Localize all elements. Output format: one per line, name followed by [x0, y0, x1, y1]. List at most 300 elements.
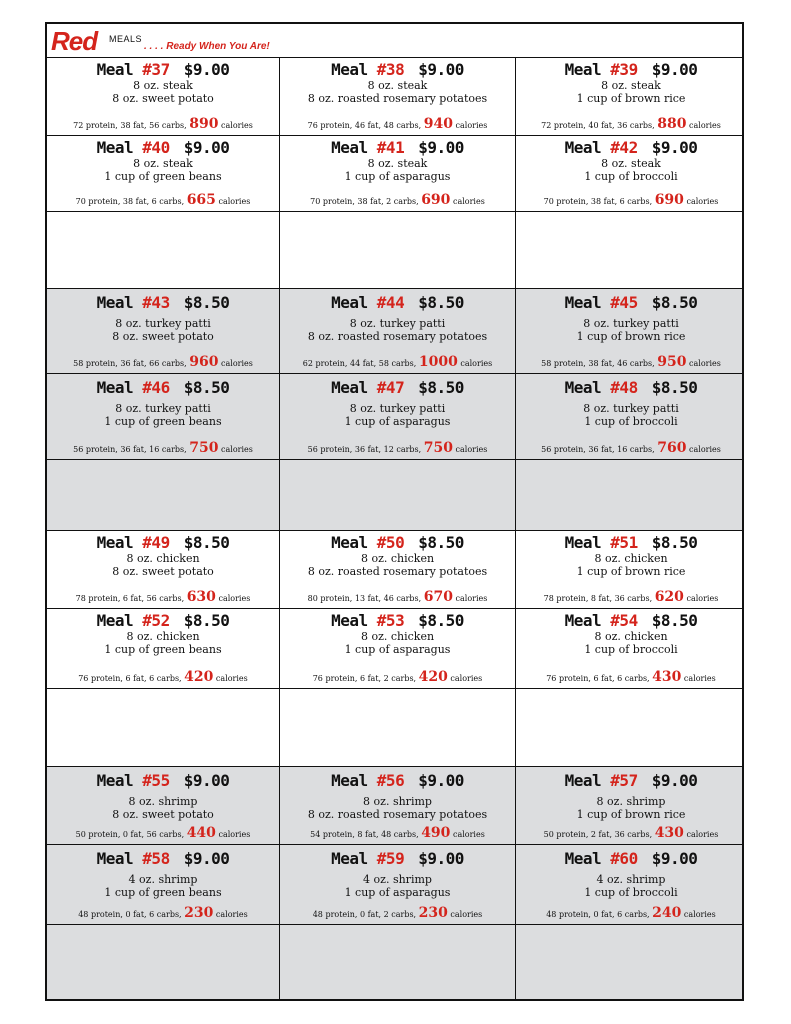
meal-row [47, 289, 742, 374]
calories-word: calories [218, 830, 251, 839]
meal-side: 1 cup of brown rice [576, 808, 686, 821]
meal-contents [516, 873, 746, 899]
meal-number: #37 [142, 60, 170, 79]
macro-text: 56 protein, 36 fat, 16 carbs, [541, 445, 655, 454]
meal-price: $8.50 [418, 378, 464, 397]
calorie-count: 670 [423, 589, 453, 605]
meal-macros [516, 589, 746, 605]
meal-number: #58 [142, 849, 170, 868]
meal-contents [516, 317, 746, 343]
calories-word: calories [689, 121, 721, 130]
meal-word: Meal [564, 849, 602, 868]
meal-protein: 8 oz. turkey patti [349, 402, 446, 415]
meal-macros [280, 589, 515, 605]
meal-price: $8.50 [651, 293, 698, 312]
meal-protein: 8 oz. turkey patti [349, 317, 446, 330]
menu-sheet [45, 22, 744, 1001]
meal-protein: 4 oz. shrimp [596, 873, 666, 886]
blank-row [47, 212, 742, 289]
meal-contents [280, 79, 515, 105]
logo-meals: MEALS [109, 34, 143, 44]
meal-card [280, 58, 516, 135]
meal-protein: 8 oz. steak [367, 157, 428, 170]
meal-word: Meal [96, 293, 134, 312]
macro-text: 56 protein, 36 fat, 12 carbs, [307, 445, 422, 454]
meal-card [516, 58, 746, 135]
meal-macros [47, 669, 279, 685]
macro-text: 70 protein, 38 fat, 6 carbs, [543, 197, 653, 206]
meal-contents [516, 795, 746, 821]
calories-word: calories [460, 359, 493, 368]
calories-word: calories [450, 674, 483, 683]
meal-price: $8.50 [651, 378, 698, 397]
meal-macros [280, 116, 515, 132]
blank-cell [47, 689, 280, 766]
meal-word: Meal [96, 533, 134, 552]
meal-group-2 [47, 289, 742, 531]
meal-number: #55 [142, 771, 170, 790]
blank-cell [47, 460, 280, 530]
meal-side: 1 cup of asparagus [344, 415, 451, 428]
meal-price: $9.00 [651, 60, 698, 79]
calorie-count: 440 [186, 825, 216, 841]
calorie-count: 760 [657, 440, 687, 456]
meal-title [280, 60, 515, 79]
meal-protein: 8 oz. shrimp [363, 795, 432, 808]
meal-word: Meal [564, 771, 602, 790]
meal-macros [280, 825, 515, 841]
blank-cell [280, 925, 516, 999]
meal-contents [280, 157, 515, 183]
meal-price: $8.50 [183, 378, 230, 397]
calories-word: calories [215, 674, 248, 683]
meal-protein: 8 oz. chicken [360, 630, 435, 643]
meal-protein: 8 oz. steak [133, 79, 193, 92]
meal-card [280, 531, 516, 608]
macro-text: 50 protein, 0 fat, 56 carbs, [75, 830, 185, 839]
calorie-count: 620 [654, 589, 684, 605]
meal-card [280, 289, 516, 373]
meal-protein: 4 oz. shrimp [363, 873, 432, 886]
blank-row [47, 925, 742, 1000]
calorie-count: 430 [652, 669, 682, 685]
meal-macros [280, 905, 515, 921]
meal-macros [47, 192, 279, 208]
macro-text: 78 protein, 6 fat, 56 carbs, [75, 594, 185, 603]
meal-side: 1 cup of broccoli [584, 643, 678, 656]
calories-word: calories [683, 674, 716, 683]
calorie-count: 940 [423, 116, 453, 132]
meal-side: 1 cup of asparagus [344, 170, 451, 183]
calories-word: calories [455, 594, 488, 603]
meal-protein: 8 oz. chicken [126, 630, 200, 643]
meal-contents [516, 552, 746, 578]
meal-word: Meal [564, 378, 602, 397]
meal-side: 1 cup of green beans [104, 886, 222, 899]
meal-macros [280, 669, 515, 685]
meal-card [47, 136, 280, 211]
blank-cell [280, 212, 516, 288]
macro-text: 80 protein, 13 fat, 46 carbs, [307, 594, 422, 603]
meal-card [516, 136, 746, 211]
meal-number: #50 [376, 533, 405, 552]
calories-word: calories [221, 445, 253, 454]
meal-word: Meal [564, 293, 602, 312]
meal-protein: 8 oz. steak [133, 157, 193, 170]
meal-card [47, 531, 280, 608]
meal-macros [280, 440, 515, 456]
meal-number: #40 [142, 138, 170, 157]
calorie-count: 960 [189, 354, 219, 370]
meal-contents [280, 795, 515, 821]
meal-side: 1 cup of asparagus [344, 643, 451, 656]
meal-row [47, 767, 742, 845]
meal-side: 1 cup of green beans [104, 170, 222, 183]
meal-price: $9.00 [183, 60, 230, 79]
meal-number: #57 [610, 771, 638, 790]
meal-card [280, 845, 516, 924]
meal-word: Meal [96, 849, 134, 868]
meal-protein: 8 oz. turkey patti [115, 317, 211, 330]
macro-text: 78 protein, 8 fat, 36 carbs, [543, 594, 653, 603]
meal-macros [516, 825, 746, 841]
meal-protein: 8 oz. shrimp [596, 795, 666, 808]
meal-group-1 [47, 58, 742, 289]
meal-word: Meal [331, 60, 368, 79]
meal-contents [47, 79, 279, 105]
meal-side: 1 cup of brown rice [576, 92, 686, 105]
meal-protein: 8 oz. steak [367, 79, 428, 92]
meal-contents [47, 630, 279, 656]
meal-title [280, 533, 515, 552]
meal-contents [516, 157, 746, 183]
meal-card [47, 767, 280, 844]
meal-word: Meal [564, 138, 602, 157]
calories-word: calories [450, 910, 483, 919]
meal-price: $9.00 [418, 138, 464, 157]
meal-word: Meal [331, 293, 368, 312]
macro-text: 70 protein, 38 fat, 6 carbs, [75, 197, 185, 206]
macro-text: 62 protein, 44 fat, 58 carbs, [302, 359, 417, 368]
meal-protein: 8 oz. chicken [360, 552, 435, 565]
macro-text: 48 protein, 0 fat, 2 carbs, [312, 910, 417, 919]
calorie-count: 750 [189, 440, 219, 456]
meal-title [516, 378, 746, 397]
macro-text: 56 protein, 36 fat, 16 carbs, [73, 445, 187, 454]
meal-price: $8.50 [418, 293, 464, 312]
meal-macros [47, 825, 279, 841]
calories-word: calories [218, 594, 251, 603]
meal-title [516, 60, 746, 79]
calorie-count: 420 [418, 669, 448, 685]
meal-word: Meal [331, 611, 368, 630]
meal-card [280, 767, 516, 844]
meal-contents [47, 552, 279, 578]
meal-word: Meal [96, 378, 134, 397]
meal-price: $9.00 [183, 771, 230, 790]
meal-price: $8.50 [418, 611, 464, 630]
calorie-count: 420 [184, 669, 214, 685]
meal-number: #39 [610, 60, 638, 79]
meal-word: Meal [96, 60, 134, 79]
meal-price: $8.50 [651, 611, 698, 630]
calories-word: calories [455, 121, 488, 130]
meal-macros [516, 905, 746, 921]
meal-title [516, 611, 746, 630]
meal-card [516, 289, 746, 373]
meal-price: $8.50 [183, 533, 230, 552]
meal-macros [47, 589, 279, 605]
calorie-count: 950 [657, 354, 687, 370]
meal-title [47, 138, 279, 157]
meal-number: #45 [610, 293, 638, 312]
macro-text: 70 protein, 38 fat, 2 carbs, [310, 197, 419, 206]
meal-number: #49 [142, 533, 170, 552]
calories-word: calories [215, 910, 248, 919]
meal-group-3 [47, 531, 742, 767]
calories-word: calories [683, 910, 716, 919]
meal-contents [280, 317, 515, 343]
meal-side: 8 oz. sweet potato [112, 808, 214, 821]
calorie-count: 690 [421, 192, 451, 208]
blank-row [47, 460, 742, 531]
meal-protein: 8 oz. shrimp [128, 795, 198, 808]
meal-side: 8 oz. roasted rosemary potatoes [307, 92, 488, 105]
meal-contents [47, 402, 279, 428]
meal-contents [516, 630, 746, 656]
meal-card [516, 374, 746, 459]
meal-card [516, 531, 746, 608]
meal-protein: 8 oz. turkey patti [583, 317, 679, 330]
meal-card [47, 58, 280, 135]
meal-protein: 8 oz. chicken [594, 630, 668, 643]
macro-text: 76 protein, 6 fat, 6 carbs, [546, 674, 650, 683]
meal-contents [47, 795, 279, 821]
meal-row [47, 531, 742, 609]
meal-price: $8.50 [418, 533, 464, 552]
meal-word: Meal [331, 533, 368, 552]
calories-word: calories [686, 594, 719, 603]
meal-title [280, 293, 515, 312]
meal-side: 8 oz. roasted rosemary potatoes [307, 808, 488, 821]
meal-contents [280, 873, 515, 899]
meal-number: #41 [376, 138, 405, 157]
meal-number: #38 [376, 60, 405, 79]
meal-card [280, 136, 516, 211]
meal-title [47, 60, 279, 79]
calories-word: calories [689, 359, 721, 368]
meal-word: Meal [331, 849, 368, 868]
meal-macros [516, 669, 746, 685]
meal-card [516, 767, 746, 844]
meal-contents [47, 157, 279, 183]
meal-title [516, 293, 746, 312]
macro-text: 76 protein, 6 fat, 2 carbs, [312, 674, 417, 683]
macro-text: 50 protein, 2 fat, 36 carbs, [543, 830, 653, 839]
meal-contents [516, 79, 746, 105]
meal-side: 1 cup of broccoli [584, 170, 678, 183]
meal-price: $9.00 [651, 849, 698, 868]
meal-price: $9.00 [418, 849, 464, 868]
blank-cell [280, 460, 516, 530]
meal-number: #51 [610, 533, 638, 552]
meal-number: #59 [376, 849, 405, 868]
meal-macros [516, 440, 746, 456]
meal-card [47, 374, 280, 459]
macro-text: 58 protein, 38 fat, 46 carbs, [541, 359, 655, 368]
calories-word: calories [452, 830, 485, 839]
calories-word: calories [221, 359, 253, 368]
meal-macros [516, 354, 746, 370]
meal-price: $9.00 [651, 771, 698, 790]
meal-word: Meal [331, 138, 368, 157]
meal-price: $8.50 [183, 611, 230, 630]
meal-side: 8 oz. roasted rosemary potatoes [307, 330, 488, 343]
meal-side: 1 cup of asparagus [344, 886, 451, 899]
calories-word: calories [455, 445, 488, 454]
macro-text: 72 protein, 38 fat, 56 carbs, [73, 121, 187, 130]
meal-card [47, 845, 280, 924]
blank-row [47, 689, 742, 767]
meal-macros [47, 354, 279, 370]
calories-word: calories [689, 445, 721, 454]
calorie-count: 690 [654, 192, 684, 208]
meal-number: #52 [142, 611, 170, 630]
meal-contents [280, 630, 515, 656]
meal-price: $9.00 [651, 138, 698, 157]
meal-protein: 8 oz. steak [601, 79, 661, 92]
meal-number: #47 [376, 378, 405, 397]
meal-word: Meal [96, 771, 134, 790]
meal-protein: 8 oz. chicken [126, 552, 200, 565]
calorie-count: 490 [421, 825, 451, 841]
meal-title [516, 533, 746, 552]
meal-word: Meal [331, 378, 368, 397]
calories-word: calories [221, 121, 253, 130]
meal-group-4 [47, 767, 742, 1000]
meal-macros [280, 354, 515, 370]
meal-row [47, 609, 742, 689]
meal-protein: 8 oz. turkey patti [115, 402, 211, 415]
calorie-count: 630 [186, 589, 216, 605]
blank-cell [516, 925, 746, 999]
meal-card [47, 289, 280, 373]
tagline: . . . . Ready When You Are! [144, 41, 270, 52]
calories-word: calories [452, 197, 485, 206]
meal-price: $9.00 [183, 138, 230, 157]
meal-price: $9.00 [418, 60, 464, 79]
meal-macros [47, 440, 279, 456]
meal-side: 8 oz. sweet potato [112, 92, 214, 105]
meal-side: 8 oz. roasted rosemary potatoes [307, 565, 488, 578]
meal-word: Meal [96, 611, 134, 630]
meal-price: $9.00 [183, 849, 230, 868]
meal-number: #48 [610, 378, 638, 397]
macro-text: 48 protein, 0 fat, 6 carbs, [546, 910, 650, 919]
macro-text: 48 protein, 0 fat, 6 carbs, [78, 910, 182, 919]
calorie-count: 665 [186, 192, 216, 208]
macro-text: 54 protein, 8 fat, 48 carbs, [310, 830, 419, 839]
macro-text: 76 protein, 46 fat, 48 carbs, [307, 121, 422, 130]
calories-word: calories [686, 197, 719, 206]
meal-title [47, 293, 279, 312]
meal-title [516, 138, 746, 157]
calorie-count: 240 [652, 905, 682, 921]
blank-cell [47, 925, 280, 999]
meal-title [47, 378, 279, 397]
blank-cell [516, 460, 746, 530]
meal-title [47, 611, 279, 630]
meal-number: #60 [610, 849, 638, 868]
calorie-count: 1000 [418, 354, 458, 370]
meal-card [516, 845, 746, 924]
meal-row [47, 374, 742, 460]
meal-macros [280, 192, 515, 208]
meal-title [280, 378, 515, 397]
logo-red: Red [51, 26, 98, 56]
meal-contents [47, 873, 279, 899]
meal-macros [47, 905, 279, 921]
meal-macros [516, 192, 746, 208]
meal-number: #42 [610, 138, 638, 157]
meal-row [47, 58, 742, 136]
meal-protein: 8 oz. chicken [594, 552, 668, 565]
meal-title [516, 849, 746, 868]
meal-side: 8 oz. sweet potato [112, 565, 214, 578]
calorie-count: 230 [184, 905, 214, 921]
meal-macros [47, 116, 279, 132]
meal-title [280, 138, 515, 157]
meal-number: #56 [376, 771, 405, 790]
meal-word: Meal [564, 611, 602, 630]
calorie-count: 890 [189, 116, 219, 132]
meal-title [280, 611, 515, 630]
meal-side: 1 cup of brown rice [576, 565, 686, 578]
meal-number: #53 [376, 611, 405, 630]
meal-contents [47, 317, 279, 343]
calorie-count: 880 [657, 116, 687, 132]
meal-word: Meal [96, 138, 134, 157]
macro-text: 58 protein, 36 fat, 66 carbs, [73, 359, 187, 368]
meal-word: Meal [331, 771, 368, 790]
meal-contents [280, 402, 515, 428]
meal-price: $9.00 [418, 771, 464, 790]
meal-card [47, 609, 280, 688]
meal-number: #54 [610, 611, 638, 630]
meal-row [47, 136, 742, 212]
meal-contents [516, 402, 746, 428]
meal-title [280, 849, 515, 868]
meal-protein: 8 oz. steak [601, 157, 661, 170]
meal-word: Meal [564, 60, 602, 79]
macro-text: 76 protein, 6 fat, 6 carbs, [78, 674, 182, 683]
blank-cell [516, 212, 746, 288]
meal-title [47, 849, 279, 868]
meal-word: Meal [564, 533, 602, 552]
meal-row [47, 845, 742, 925]
meal-number: #44 [376, 293, 405, 312]
meal-number: #46 [142, 378, 170, 397]
meal-side: 1 cup of broccoli [584, 415, 678, 428]
meal-price: $8.50 [651, 533, 698, 552]
calorie-count: 430 [654, 825, 684, 841]
meal-card [280, 374, 516, 459]
blank-cell [280, 689, 516, 766]
calorie-count: 750 [423, 440, 453, 456]
meal-title [516, 771, 746, 790]
blank-cell [516, 689, 746, 766]
meal-macros [516, 116, 746, 132]
